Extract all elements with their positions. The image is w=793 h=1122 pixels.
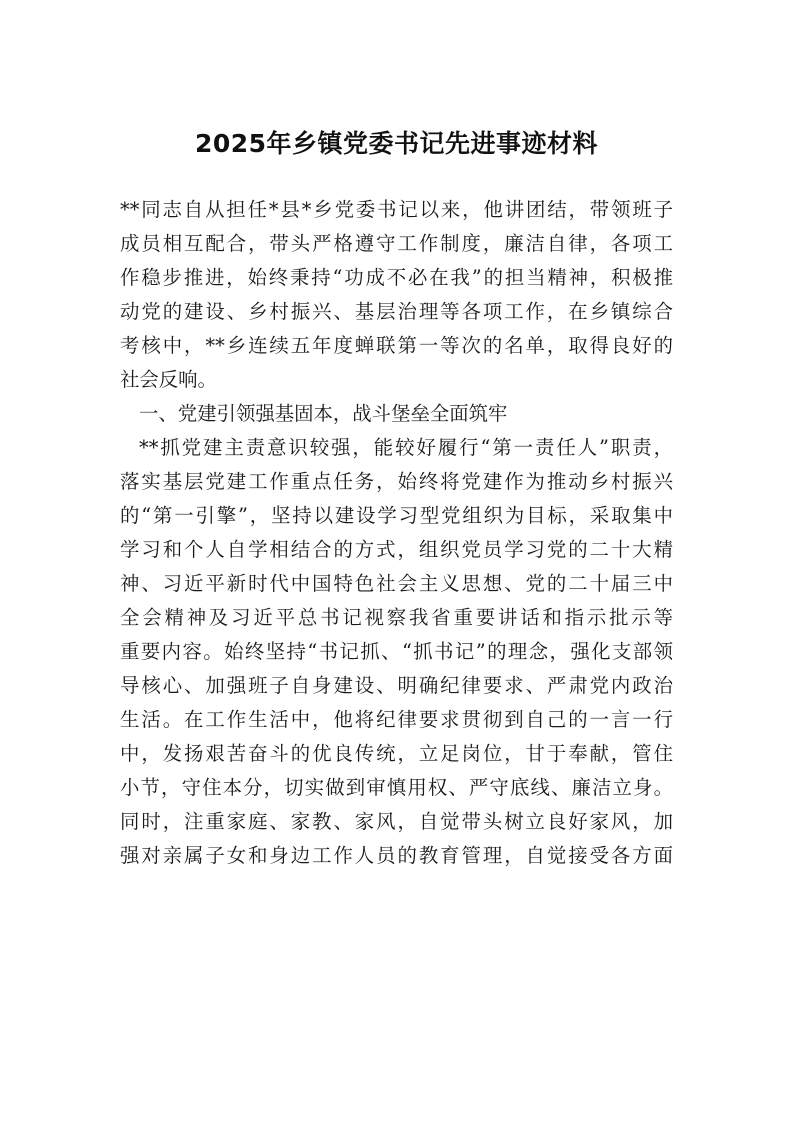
paragraph-line: 的“第一引擎”，坚持以建设学习型党组织为目标，采取集中 <box>120 504 673 527</box>
paragraph-line: 同时，注重家庭、家教、家风，自觉带头树立良好家风，加 <box>120 810 673 833</box>
paragraph-line: 生活。在工作生活中，他将纪律要求贯彻到自己的一言一行 <box>120 708 673 731</box>
paragraph-line: 社会反响。 <box>120 368 217 391</box>
paragraph-line: 神、习近平新时代中国特色社会主义思想、党的二十届三中 <box>120 572 673 595</box>
paragraph-line: 落实基层党建工作重点任务，始终将党建作为推动乡村振兴 <box>120 470 673 493</box>
paragraph-line: 重要内容。始终坚持“书记抓、“抓书记”的理念，强化支部领 <box>120 640 673 663</box>
paragraph-line: 动党的建设、乡村振兴、基层治理等各项工作，在乡镇综合 <box>120 300 673 323</box>
paragraph-line: 作稳步推进，始终秉持“功成不必在我”的担当精神，积极推 <box>120 266 673 289</box>
paragraph-line: 成员相互配合，带头严格遵守工作制度，廉洁自律，各项工 <box>120 232 673 255</box>
paragraph-line: 导核心、加强班子自身建设、明确纪律要求、严肃党内政治 <box>120 674 673 697</box>
section-heading: 一、党建引领强基固本，战斗堡垒全面筑牢 <box>139 402 508 425</box>
document-title: 2025年乡镇党委书记先进事迹材料 <box>194 129 599 158</box>
paragraph-line: 全会精神及习近平总书记视察我省重要讲话和指示批示等 <box>120 606 673 629</box>
paragraph-line: 中，发扬艰苦奋斗的优良传统，立足岗位，甘于奉献，管住 <box>120 742 673 765</box>
paragraph-line: **抓党建主责意识较强，能较好履行“第一责任人”职责， <box>139 436 673 459</box>
document-body <box>120 193 673 873</box>
paragraph-line: **同志自从担任*县*乡党委书记以来，他讲团结，带领班子 <box>120 198 673 221</box>
paragraph-line: 强对亲属子女和身边工作人员的教育管理，自觉接受各方面 <box>120 844 673 867</box>
paragraph-line: 考核中，**乡连续五年度蝉联第一等次的名单，取得良好的 <box>120 334 673 357</box>
paragraph-line: 学习和个人自学相结合的方式，组织党员学习党的二十大精 <box>120 538 673 561</box>
paragraph-line: 小节，守住本分，切实做到审慎用权、严守底线、廉洁立身。 <box>120 776 673 799</box>
